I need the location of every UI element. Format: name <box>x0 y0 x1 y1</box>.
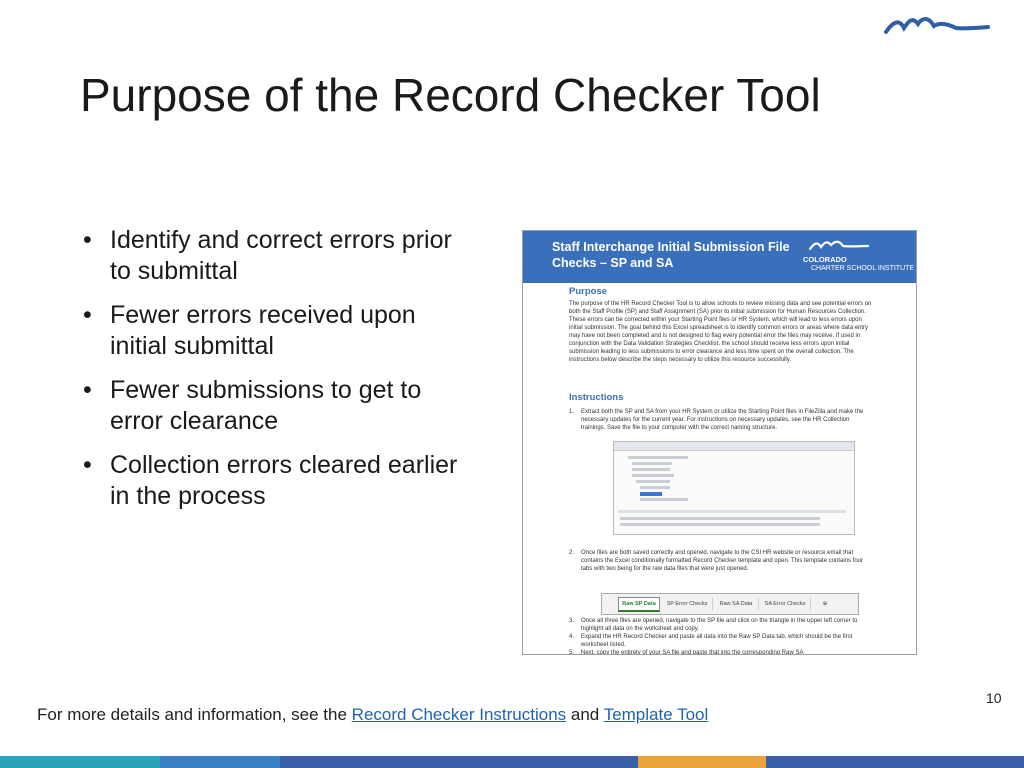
instruction-step <box>569 649 871 655</box>
tab-sa-error-checks: SA Error Checks <box>760 598 811 610</box>
bullet-text: Collection errors cleared earlier in the process <box>110 451 458 510</box>
tab-raw-sp-data: Raw SP Data <box>618 597 660 612</box>
step-text: Once files are both saved correctly and opened, navigate to the CSI HR website or resource email that contains the Excel conditionally formatted Record Checker template and open. This template contains four tabs with two being for the raw data files that were just opened. <box>581 550 864 572</box>
instructions-heading: Instructions <box>569 392 624 403</box>
page-number: 10 <box>986 690 1002 706</box>
file-list-header <box>618 510 846 513</box>
band-segment <box>160 756 280 768</box>
file-row <box>620 517 820 520</box>
record-checker-instructions-link[interactable]: Record Checker Instructions <box>351 705 567 724</box>
step-text: Next, copy the entirety of your SA file and paste that into the corresponding Raw SA <box>581 650 804 655</box>
instruction-step <box>569 549 871 573</box>
bullet-dot-icon: • <box>83 301 92 329</box>
filezilla-toolbar <box>614 442 854 451</box>
bullet-item <box>80 375 460 437</box>
footer-note <box>37 705 708 725</box>
step-number: 3. <box>569 618 575 624</box>
slide-title: Purpose of the Record Checker Tool <box>80 69 821 121</box>
band-segment <box>638 756 766 768</box>
bullet-dot-icon: • <box>83 226 92 254</box>
tree-line <box>628 456 688 459</box>
bullet-dot-icon: • <box>83 451 92 479</box>
bullet-item <box>80 225 460 287</box>
instruction-step <box>569 633 871 649</box>
tab-sp-error-checks: SP Error Checks <box>662 598 713 610</box>
bullet-dot-icon: • <box>83 376 92 404</box>
step-text: Once all three files are opened, navigate to the SP file and click on the triangle in the upper left corner to highlight all data on the worksheet and copy. <box>581 618 858 632</box>
tree-line <box>632 468 670 471</box>
template-tool-link[interactable]: Template Tool <box>603 705 709 724</box>
tree-line <box>640 486 670 489</box>
step-number: 5. <box>569 650 575 655</box>
filezilla-screenshot <box>613 441 855 535</box>
tree-selected-item <box>640 492 662 496</box>
bullet-text: Fewer errors received upon initial submittal <box>110 301 416 360</box>
footer-text: For more details and information, see the <box>37 705 347 724</box>
tree-line <box>632 462 672 465</box>
band-segment <box>0 756 160 768</box>
bullet-list <box>80 225 460 525</box>
instruction-step <box>569 408 871 432</box>
tree-line <box>636 480 670 483</box>
thumbnail-title: Staff Interchange Initial Submission File Checks – SP and SA <box>552 240 790 270</box>
thumbnail-org-subname: CHARTER SCHOOL INSTITUTE <box>811 265 915 272</box>
add-sheet-icon: ⊕ <box>822 601 828 607</box>
excel-tab-strip <box>601 593 859 615</box>
thumbnail-logo <box>803 237 915 277</box>
bullet-text: Identify and correct errors prior to submittal <box>110 226 452 285</box>
footer-joiner: and <box>570 705 600 724</box>
step-number: 2. <box>569 550 575 556</box>
purpose-heading: Purpose <box>569 286 608 297</box>
tree-line <box>640 498 688 501</box>
mountain-logo-icon <box>809 237 869 251</box>
thumbnail-header <box>523 231 916 283</box>
bullet-item <box>80 300 460 362</box>
band-segment <box>766 756 1024 768</box>
bottom-color-band <box>0 756 1024 768</box>
step-number: 1. <box>569 409 575 415</box>
instructions-document-thumbnail <box>522 230 917 655</box>
purpose-paragraph: The purpose of the HR Record Checker Tool is to allow schools to review missing data and see potential errors on both the Staff Profile (SP) and Staff Assignment (SA) prior to initial submission for Human Resources Collection. These errors can be corrected within your Starting Point files or HR System, which will lead to less errors upon initial submission. The goal behind this Excel spreadsheet is to identify common errors or areas where data entry may have not been completed and is not designed to flag every potential error the files may receive. If used in conjunction with the Data Validation Strategies Checklist, the school should receive less errors upon initial submission leading to less submissions to error clearance and less time spent on the overall collection. The instructions below describe the steps necessary to utilize this resource successfully. <box>569 301 872 363</box>
file-row <box>620 523 820 526</box>
tree-line <box>632 474 674 477</box>
tab-raw-sa-data: Raw SA Data <box>714 598 759 610</box>
step-number: 4. <box>569 634 575 640</box>
band-segment <box>280 756 638 768</box>
bullet-item <box>80 450 460 512</box>
colorado-csi-logo-icon <box>884 10 994 38</box>
bullet-text: Fewer submissions to get to error clearance <box>110 376 422 435</box>
instruction-step <box>569 617 871 633</box>
step-text: Expand the HR Record Checker and paste all data into the Raw SP Data tab, which should be the first worksheet listed. <box>581 634 853 648</box>
step-text: Extract both the SP and SA from your HR System or utilize the Starting Point files in FileZilla and make the necessary updates for the current year. For instructions on necessary updates, see the HR Collection trainings. Save the file to your computer with the correct naming structure. <box>581 409 864 431</box>
thumbnail-org-name: COLORADO <box>803 255 847 264</box>
